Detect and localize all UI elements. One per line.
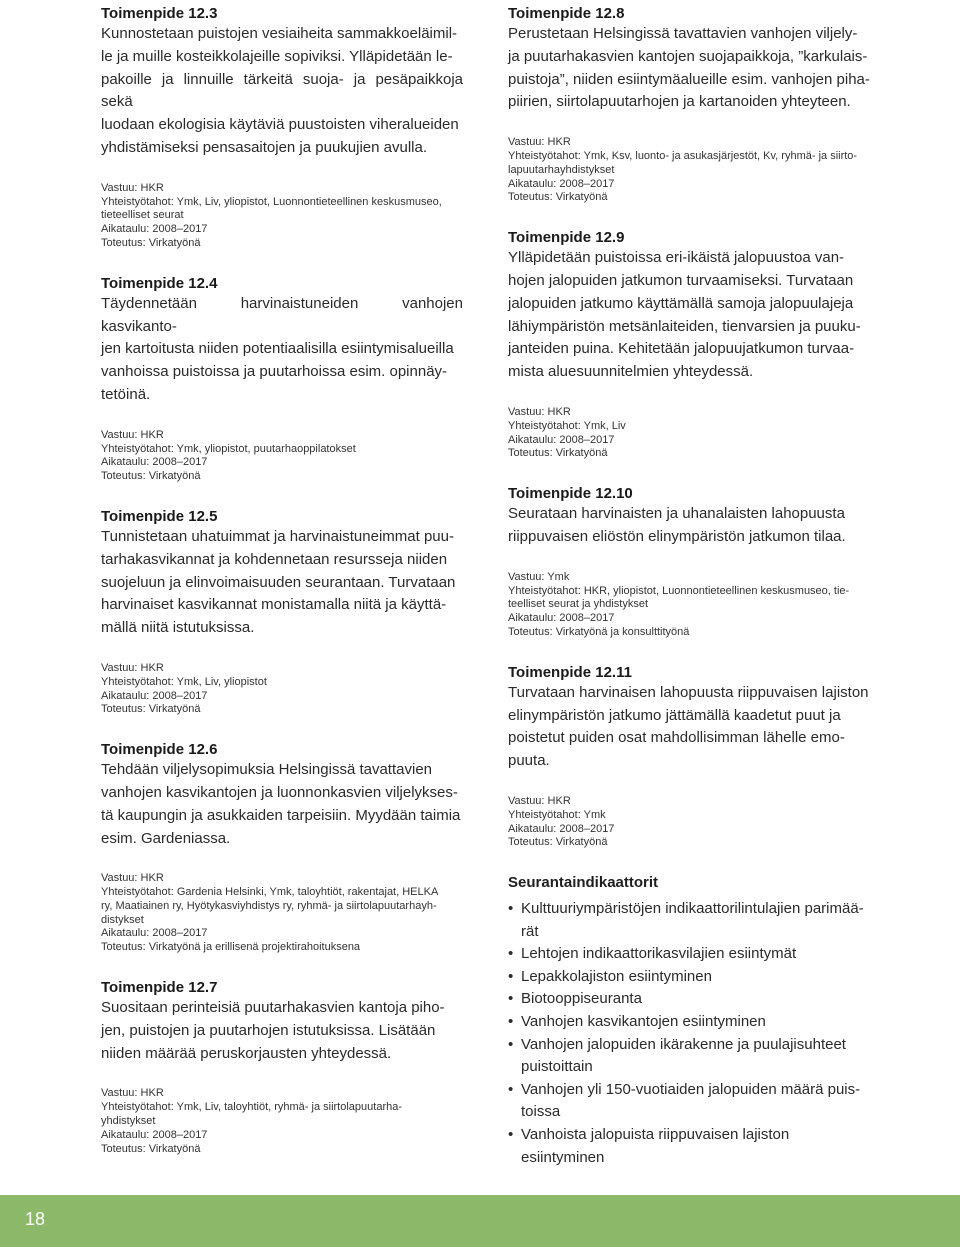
indicator-line: Vanhojen kasvikantojen esiintyminen bbox=[521, 1013, 766, 1031]
description-line: jalopuiden jatkumo käyttämällä samoja jalopuulajeja bbox=[508, 294, 854, 312]
meta-line: tieteelliset seurat bbox=[101, 209, 184, 222]
bullet-icon: • bbox=[508, 1013, 514, 1031]
meta-line: Toteutus: Virkatyönä bbox=[508, 191, 608, 204]
measure-description bbox=[508, 23, 870, 114]
measure-description bbox=[101, 759, 463, 850]
measure-description bbox=[508, 503, 870, 549]
description-line: puuta. bbox=[508, 752, 550, 770]
meta-line: Aikataulu: 2008–2017 bbox=[101, 456, 208, 469]
measure-description bbox=[101, 997, 463, 1065]
bullet-icon: • bbox=[508, 900, 514, 918]
indicator-line: Vanhojen yli 150-vuotiaiden jalopuiden määrä puis- bbox=[521, 1080, 861, 1098]
meta-line: Vastuu: HKR bbox=[101, 661, 164, 674]
bullet-icon: • bbox=[508, 1080, 514, 1098]
measure-meta bbox=[508, 571, 870, 640]
measure-block bbox=[101, 978, 463, 1156]
measure-heading: Toimenpide 12.11 bbox=[508, 663, 632, 681]
description-line: mällä niitä istutuksissa. bbox=[101, 619, 255, 637]
measure-meta bbox=[101, 662, 463, 717]
indicator-item bbox=[508, 898, 870, 943]
measure-heading: Toimenpide 12.4 bbox=[101, 274, 218, 292]
indicator-item bbox=[508, 943, 870, 966]
meta-line: ry, Maatiainen ry, Hyötykasviyhdistys ry, ryhmä- ja siirtolapuutarhayh- bbox=[101, 899, 437, 912]
description-line: Ylläpidetään puistoissa eri-ikäistä jalopuustoa van- bbox=[508, 249, 845, 267]
meta-line: Vastuu: HKR bbox=[101, 872, 164, 885]
measure-heading: Toimenpide 12.9 bbox=[508, 229, 625, 247]
meta-line: Vastuu: HKR bbox=[101, 428, 164, 441]
indicator-line: rät bbox=[521, 922, 539, 940]
description-line: Kunnostetaan puistojen vesiaiheita sammakkoeläimil- bbox=[101, 25, 458, 42]
description-line: tä kaupungin ja asukkaiden tarpeisiin. Myydään taimia bbox=[101, 806, 461, 824]
indicator-line: Vanhojen jalopuiden ikärakenne ja puulajisuhteet bbox=[521, 1035, 846, 1053]
description-line: niiden määrää peruskorjausten yhteydessä. bbox=[101, 1044, 392, 1062]
description-line: harvinaiset kasvikannat monistamalla niitä ja käyttä- bbox=[101, 596, 447, 614]
measure-meta bbox=[508, 406, 870, 461]
description-line: Perustetaan Helsingissä tavattavien vanhojen viljely- bbox=[508, 25, 858, 42]
measure-block bbox=[508, 484, 870, 640]
meta-line: lapuutarhayhdistykset bbox=[508, 163, 615, 176]
description-line: Turvataan harvinaisen lahopuusta riippuvaisen lajiston bbox=[508, 683, 869, 701]
meta-line: Vastuu: HKR bbox=[101, 181, 164, 194]
measure-block bbox=[508, 4, 870, 205]
indicator-line: Lepakkolajiston esiintyminen bbox=[521, 967, 712, 985]
meta-line: Toteutus: Virkatyönä bbox=[101, 703, 201, 716]
description-line: yhdistämiseksi pensasaitojen ja puukujien avulla. bbox=[101, 138, 428, 156]
measure-heading: Toimenpide 12.8 bbox=[508, 5, 625, 22]
measure-meta bbox=[101, 872, 463, 955]
meta-line: Aikataulu: 2008–2017 bbox=[101, 1128, 208, 1141]
description-line: Seurataan harvinaisten ja uhanalaisten lahopuusta bbox=[508, 505, 845, 523]
meta-line: Toteutus: Virkatyönä bbox=[508, 447, 608, 460]
indicator-line: Vanhoista jalopuista riippuvaisen lajiston bbox=[521, 1126, 790, 1144]
meta-line: Aikataulu: 2008–2017 bbox=[508, 612, 615, 625]
indicator-item bbox=[508, 1011, 870, 1034]
indicator-line: toissa bbox=[521, 1103, 561, 1121]
measure-description bbox=[101, 293, 463, 407]
meta-line: Vastuu: Ymk bbox=[508, 570, 570, 583]
meta-line: Aikataulu: 2008–2017 bbox=[101, 927, 208, 940]
meta-line: Yhteistyötahot: Ymk, Ksv, luonto- ja asukasjärjestöt, Kv, ryhmä- ja siirto- bbox=[508, 149, 858, 162]
description-line: esim. Gardeniassa. bbox=[101, 829, 231, 847]
description-line: janteiden puina. Kehitetään jalopuujatkumon turvaa- bbox=[508, 340, 855, 358]
meta-line: Toteutus: Virkatyönä ja erillisenä projektirahoituksena bbox=[101, 941, 361, 954]
description-line: hojen jalopuiden jatkumon turvaamiseksi. Turvataan bbox=[508, 271, 854, 289]
footer-bar bbox=[0, 1195, 960, 1247]
indicator-line: esiintyminen bbox=[521, 1148, 605, 1166]
meta-line: Yhteistyötahot: Ymk, Liv, yliopistot, Luonnontieteellinen keskusmuseo, bbox=[101, 195, 442, 208]
indicator-line: Lehtojen indikaattorikasvilajien esiintymät bbox=[521, 945, 797, 963]
description-line: Tehdään viljelysopimuksia Helsingissä tavattavien bbox=[101, 761, 433, 779]
description-line: poistetut puiden osat mahdollisimman lähelle emo- bbox=[508, 729, 845, 747]
description-line: Suositaan perinteisiä puutarhakasvien kantoja piho- bbox=[101, 999, 445, 1017]
meta-line: Vastuu: HKR bbox=[101, 1087, 164, 1100]
measure-block bbox=[101, 4, 463, 251]
description-line: pakoille ja linnuille tärkeitä suoja- ja pesäpaikkoja sekä bbox=[101, 70, 463, 111]
indicator-line: Kulttuuriympäristöjen indikaattorilintulajien parimää- bbox=[521, 900, 864, 918]
description-line: puistoja”, niiden esiintymäalueille esim. vanhojen piha- bbox=[508, 70, 870, 88]
meta-line: Toteutus: Virkatyönä bbox=[508, 836, 608, 849]
meta-line: teelliset seurat ja yhdistykset bbox=[508, 598, 649, 611]
indicator-item bbox=[508, 1034, 870, 1079]
meta-line: Vastuu: HKR bbox=[508, 794, 571, 807]
measure-description bbox=[101, 23, 463, 160]
description-line: elinympäristön jatkumo jättämällä kaadetut puut ja bbox=[508, 706, 841, 724]
description-line: vanhoissa puistoissa ja puutarhoissa esim. opinnäy- bbox=[101, 363, 448, 381]
meta-line: Yhteistyötahot: Ymk, Liv bbox=[508, 419, 626, 432]
meta-line: yhdistykset bbox=[101, 1115, 156, 1128]
indicators-title: Seurantaindikaattorit bbox=[508, 874, 659, 892]
measure-block bbox=[101, 740, 463, 955]
bullet-icon: • bbox=[508, 967, 514, 985]
measure-block bbox=[101, 507, 463, 717]
measure-meta bbox=[101, 1087, 463, 1156]
bullet-icon: • bbox=[508, 945, 514, 963]
description-line: lähiympäristön metsänlaiteiden, tienvarsien ja puuku- bbox=[508, 317, 861, 335]
description-line: jen kartoitusta niiden potentiaalisilla esiintymisalueilla bbox=[101, 340, 454, 358]
description-line: suojeluun ja elinvoimaisuuden seurantaan. Turvataan bbox=[101, 573, 456, 591]
meta-line: Yhteistyötahot: Ymk, Liv, yliopistot bbox=[101, 675, 267, 688]
measure-description bbox=[508, 247, 870, 384]
measure-description bbox=[101, 526, 463, 640]
description-line: le ja muille kosteikkolajeille sopiviksi. Ylläpidetään le- bbox=[101, 47, 453, 65]
measure-meta bbox=[508, 136, 870, 205]
meta-line: distykset bbox=[101, 913, 144, 926]
description-line: tarhakasvikannat ja kohdennetaan resursseja niiden bbox=[101, 550, 448, 568]
right-column bbox=[508, 4, 870, 1169]
description-line: luodaan ekologisia käytäviä puustoisten viheralueiden bbox=[101, 116, 459, 134]
measure-meta bbox=[101, 429, 463, 484]
meta-line: Yhteistyötahot: Ymk bbox=[508, 808, 606, 821]
description-line: vanhojen kasvikantojen ja luonnonkasvien viljelykses- bbox=[101, 783, 458, 801]
measure-block bbox=[508, 228, 870, 461]
indicator-item bbox=[508, 1079, 870, 1124]
indicator-item bbox=[508, 966, 870, 989]
indicators-section bbox=[508, 873, 870, 1169]
indicator-line: puistoittain bbox=[521, 1058, 593, 1076]
indicator-item bbox=[508, 988, 870, 1011]
measure-meta bbox=[508, 795, 870, 850]
description-line: Tunnistetaan uhatuimmat ja harvinaistuneimmat puu- bbox=[101, 527, 454, 545]
page-number: 18 bbox=[25, 1209, 46, 1229]
meta-line: Toteutus: Virkatyönä bbox=[101, 1142, 201, 1155]
measure-heading: Toimenpide 12.5 bbox=[101, 507, 218, 525]
bullet-icon: • bbox=[508, 990, 514, 1008]
meta-line: Yhteistyötahot: Gardenia Helsinki, Ymk, taloyhtiöt, rakentajat, HELKA bbox=[101, 886, 439, 899]
description-line: mista aluesuunnitelmien yhteydessä. bbox=[508, 363, 754, 381]
indicator-line: Biotooppiseuranta bbox=[521, 990, 642, 1008]
measure-heading: Toimenpide 12.6 bbox=[101, 741, 218, 759]
meta-line: Aikataulu: 2008–2017 bbox=[508, 433, 615, 446]
meta-line: Aikataulu: 2008–2017 bbox=[101, 223, 208, 236]
indicators-list bbox=[508, 898, 870, 1169]
description-line: piirien, siirtolapuutarhojen ja kartanoiden yhteyteen. bbox=[508, 93, 851, 111]
measure-block bbox=[508, 663, 870, 850]
measure-heading: Toimenpide 12.10 bbox=[508, 485, 633, 503]
indicator-item bbox=[508, 1124, 870, 1169]
measure-heading: Toimenpide 12.3 bbox=[101, 5, 218, 22]
bullet-icon: • bbox=[508, 1035, 514, 1053]
meta-line: Yhteistyötahot: Ymk, Liv, taloyhtiöt, ryhmä- ja siirtolapuutarha- bbox=[101, 1101, 403, 1114]
measure-heading: Toimenpide 12.7 bbox=[101, 979, 218, 997]
description-line: tetöinä. bbox=[101, 385, 151, 403]
measure-meta bbox=[101, 182, 463, 251]
description-line: riippuvaisen eliöstön elinympäristön jatkumon tilaa. bbox=[508, 527, 846, 545]
meta-line: Vastuu: HKR bbox=[508, 136, 571, 149]
meta-line: Aikataulu: 2008–2017 bbox=[101, 689, 208, 702]
bullet-icon: • bbox=[508, 1126, 514, 1144]
description-line: jen, puistojen ja puutarhojen istutuksissa. Lisätään bbox=[101, 1021, 436, 1039]
description-line: Täydennetään harvinaistuneiden vanhojen kasvikanto- bbox=[101, 294, 463, 335]
meta-line: Yhteistyötahot: Ymk, yliopistot, puutarhaoppilatokset bbox=[101, 442, 356, 455]
meta-line: Aikataulu: 2008–2017 bbox=[508, 822, 615, 835]
meta-line: Vastuu: HKR bbox=[508, 405, 571, 418]
meta-line: Toteutus: Virkatyönä bbox=[101, 470, 201, 483]
meta-line: Aikataulu: 2008–2017 bbox=[508, 177, 615, 190]
meta-line: Toteutus: Virkatyönä ja konsulttityönä bbox=[508, 625, 690, 638]
measure-block bbox=[101, 274, 463, 484]
meta-line: Yhteistyötahot: HKR, yliopistot, Luonnontieteellinen keskusmuseo, tie- bbox=[508, 584, 850, 597]
left-column bbox=[101, 4, 463, 1179]
description-line: ja puutarhakasvien kantojen suojapaikkoja, ”karkulais- bbox=[508, 47, 868, 65]
meta-line: Toteutus: Virkatyönä bbox=[101, 236, 201, 249]
measure-description bbox=[508, 682, 870, 773]
